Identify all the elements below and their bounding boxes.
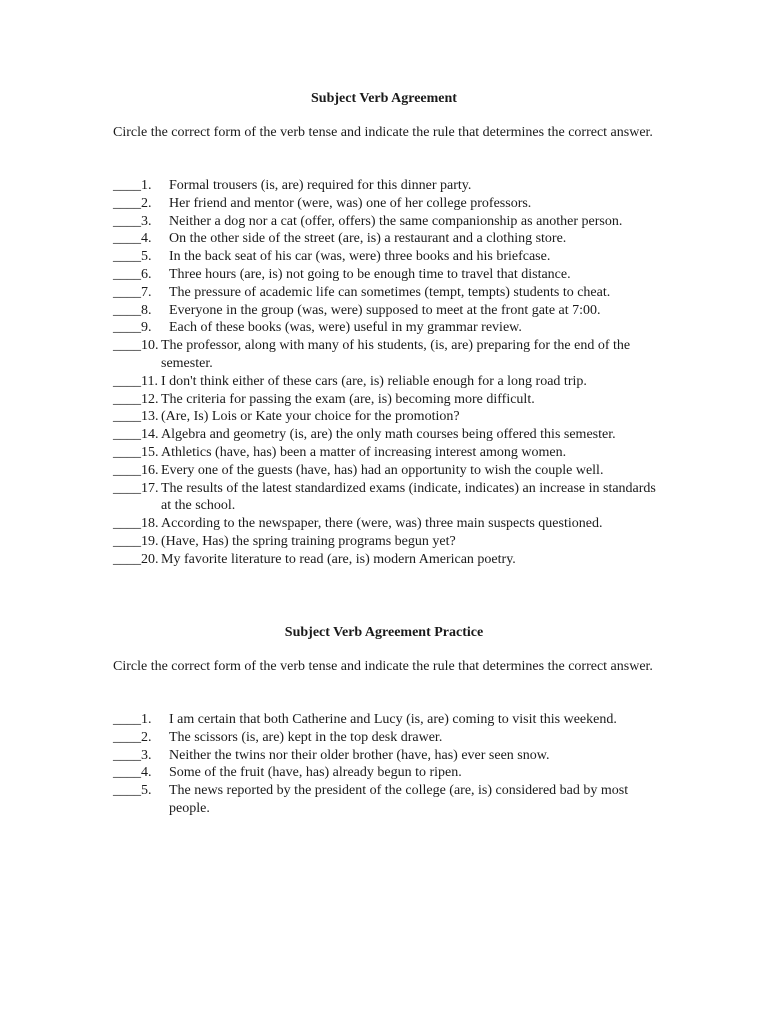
item-number: ____17. (113, 480, 159, 496)
list-item (113, 373, 658, 391)
item-text: Neither the twins nor their older brother (have, has) ever seen snow. (169, 747, 550, 763)
list-item (113, 284, 658, 302)
item-number: ____6. (113, 266, 152, 282)
list-item (113, 177, 658, 195)
list-item (113, 302, 658, 320)
item-number: ____20. (113, 551, 159, 567)
item-number: ____1. (113, 178, 152, 193)
list-item (113, 764, 658, 782)
item-text: Three hours (are, is) not going to be enough time to travel that distance. (169, 266, 571, 282)
item-text: Every one of the guests (have, has) had an opportunity to wish the couple well. (161, 462, 604, 478)
item-number: ____16. (113, 462, 159, 478)
item-number: ____5. (113, 249, 152, 265)
item-number: ____5. (113, 783, 152, 799)
list-item (113, 480, 658, 516)
list-item (113, 444, 658, 462)
item-number: ____13. (113, 409, 159, 425)
section1-list (113, 177, 658, 569)
item-number: ____7. (113, 284, 152, 300)
list-item (113, 213, 658, 231)
list-item (113, 391, 658, 409)
item-text: The professor, along with many of his students, (is, are) preparing for the end of the semester. (161, 338, 631, 371)
item-number: ____3. (113, 747, 152, 763)
item-text: On the other side of the street (are, is) a restaurant and a clothing store. (169, 231, 567, 247)
item-text: In the back seat of his car (was, were) three books and his briefcase. (169, 249, 551, 265)
list-item (113, 408, 658, 426)
item-number: ____12. (113, 391, 159, 407)
item-number: ____18. (113, 516, 159, 532)
item-text: Neither a dog nor a cat (offer, offers) the same companionship as another person. (169, 213, 623, 229)
item-text: Formal trousers (is, are) required for this dinner party. (169, 178, 472, 193)
item-text: The criteria for passing the exam (are, is) becoming more difficult. (161, 391, 535, 407)
item-text: I am certain that both Catherine and Lucy (is, are) coming to visit this weekend. (169, 712, 617, 727)
item-text: (Have, Has) the spring training programs begun yet? (161, 533, 456, 549)
item-text: The news reported by the president of the college (are, is) considered bad by most people. (169, 783, 629, 816)
item-number: ____8. (113, 302, 152, 318)
item-text: The pressure of academic life can sometimes (tempt, tempts) students to cheat. (169, 284, 611, 300)
item-text: Athletics (have, has) been a matter of increasing interest among women. (161, 444, 567, 460)
section1-title: Subject Verb Agreement (311, 91, 457, 106)
item-text: I don't think either of these cars (are, is) reliable enough for a long road trip. (161, 373, 587, 389)
item-number: ____15. (113, 444, 159, 460)
item-text: (Are, Is) Lois or Kate your choice for the promotion? (161, 409, 460, 425)
item-text: The scissors (is, are) kept in the top desk drawer. (169, 729, 443, 745)
item-number: ____1. (113, 712, 152, 727)
item-text: Algebra and geometry (is, are) the only math courses being offered this semester. (161, 427, 616, 443)
list-item (113, 337, 658, 373)
item-text: My favorite literature to read (are, is) modern American poetry. (161, 551, 516, 567)
section2-instructions: Circle the correct form of the verb tense and indicate the rule that determines the correct answer. (113, 659, 653, 674)
item-text: Everyone in the group (was, were) supposed to meet at the front gate at 7:00. (169, 302, 601, 318)
list-item (113, 782, 658, 818)
item-number: ____11. (113, 373, 158, 389)
list-item (113, 195, 658, 213)
item-number: ____10. (113, 338, 159, 354)
section2-title: Subject Verb Agreement Practice (284, 625, 484, 640)
item-number: ____4. (113, 231, 152, 247)
list-item (113, 729, 658, 747)
list-item (113, 551, 658, 569)
section2-list (113, 711, 658, 818)
list-item (113, 230, 658, 248)
item-number: ____14. (113, 427, 159, 443)
list-item (113, 515, 658, 533)
list-item (113, 533, 658, 551)
item-number: ____19. (113, 533, 159, 549)
section1-instructions: Circle the correct form of the verb tense and indicate the rule that determines the correct answer. (113, 125, 653, 140)
item-text: The results of the latest standardized exams (indicate, indicates) an increase in standards at the school. (161, 480, 656, 514)
item-number: ____9. (113, 320, 152, 336)
list-item (113, 248, 658, 266)
list-item (113, 711, 658, 729)
item-text: Each of these books (was, were) useful in my grammar review. (169, 320, 522, 336)
item-text: According to the newspaper, there (were, was) three main suspects questioned. (161, 516, 603, 532)
list-item (113, 319, 658, 337)
list-item (113, 266, 658, 284)
list-item (113, 462, 658, 480)
list-item (113, 747, 658, 765)
item-number: ____4. (113, 765, 152, 781)
item-number: ____3. (113, 213, 152, 229)
item-number: ____2. (113, 195, 152, 211)
item-number: ____2. (113, 729, 152, 745)
item-text: Her friend and mentor (were, was) one of her college professors. (169, 195, 532, 211)
item-text: Some of the fruit (have, has) already begun to ripen. (169, 765, 462, 781)
list-item (113, 426, 658, 444)
